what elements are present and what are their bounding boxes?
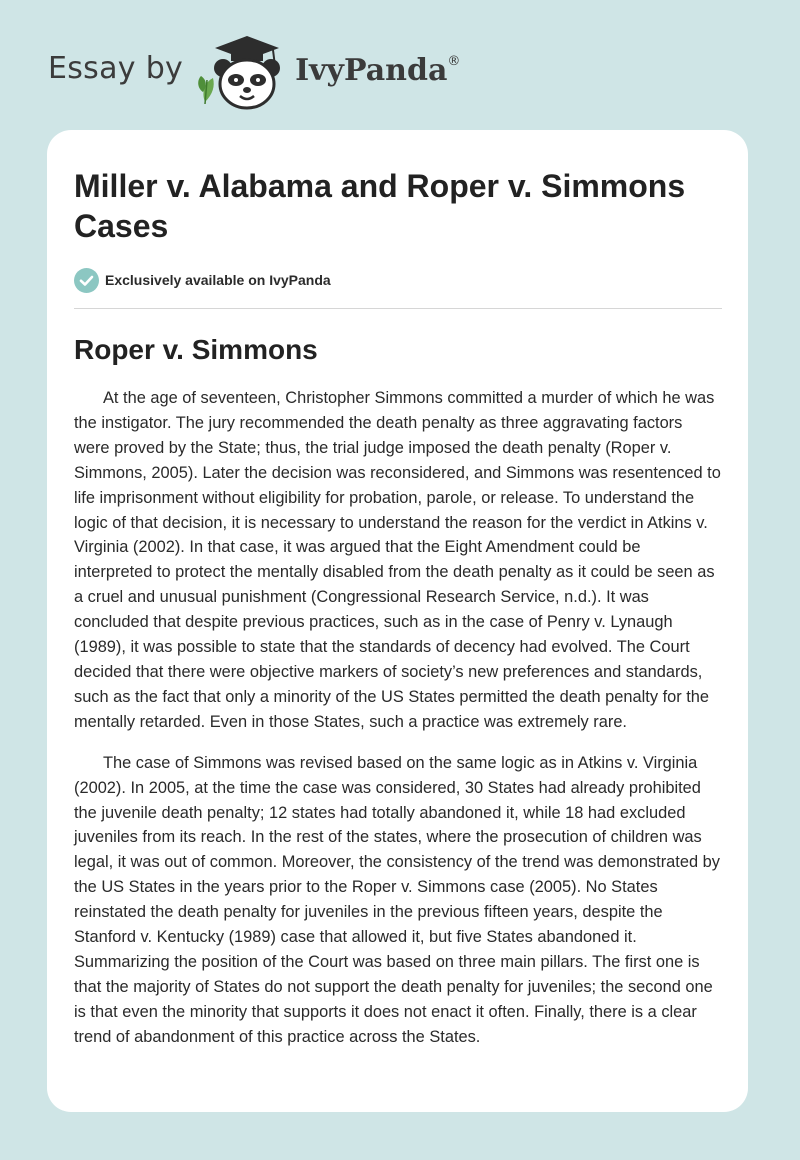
paragraph-1: At the age of seventeen, Christopher Simmons committed a murder of which he was the instigator. The jury recommended the death penalty as three aggravating factors were proved by the State; thus, the trial judge imposed the death penalty (Roper v. Simmons, 2005). Later the decision was reconsidered, and Simmons was resentenced to life imprisonment without eligibility for probation, parole, or release. To understand the logic of that decision, it is necessary to understand the reason for the verdict in Atkins v. Virginia (2002). In that case, it was argued that the Eight Amendment could be interpreted to protect the mentally disabled from the death penalty as it could be seen as a cruel and unusual punishment (Congressional Research Service, n.d.). It was concluded that despite previous practices, such as in the case of Penry v. Lynaugh (1989), it was possible to state that the standards of decency had evolved. The Court decided that there were objective markers of society’s new preferences and standards, such as the fact that only a minority of the US States permitted the death penalty for the mentally retarded. Even in those States, such a practice was extremely rare.: [74, 389, 721, 731]
divider: [74, 308, 722, 309]
ivy-leaf-icon: [198, 76, 214, 104]
registered-mark: ®: [447, 53, 461, 69]
section-heading: Roper v. Simmons: [74, 334, 318, 365]
essay-card: [47, 130, 748, 1112]
checkmark-icon: [74, 268, 99, 293]
exclusive-badge-label: Exclusively available on IvyPanda: [105, 272, 331, 288]
essay-by-label: Essay by: [48, 50, 184, 86]
brand-name[interactable]: [295, 53, 460, 88]
brand-name-text: IvyPanda: [295, 52, 448, 88]
essay-title: Miller v. Alabama and Roper v. Simmons Cases: [74, 168, 686, 244]
panda-logo-icon[interactable]: [195, 32, 291, 112]
panda-face-icon: [214, 59, 280, 108]
paragraph-2: The case of Simmons was revised based on the same logic as in Atkins v. Virginia (2002). In 2005, at the time the case was considered, 30 States had already prohibited the juvenile death penalty; 12 states had totally abandoned it, while 18 had excluded juveniles from its reach. In the rest of the states, where the prosecution of children was legal, it was out of common. Moreover, the consistency of the trend was demonstrated by the US States in the years prior to the Roper v. Simmons case (2005). No States reinstated the death penalty for juveniles in the previous fifteen years, despite the Stanford v. Kentucky (1989) case that allowed it, but five States abandoned it. Summarizing the position of the Court was based on three main pillars. The first one is that the majority of States do not support the death penalty for juveniles; the second one is that even the minority that supports it does not enact it often. Finally, there is a clear trend of abandonment of this practice across the States.: [74, 753, 720, 1046]
site-header: [48, 32, 460, 112]
exclusive-badge: [74, 267, 722, 293]
